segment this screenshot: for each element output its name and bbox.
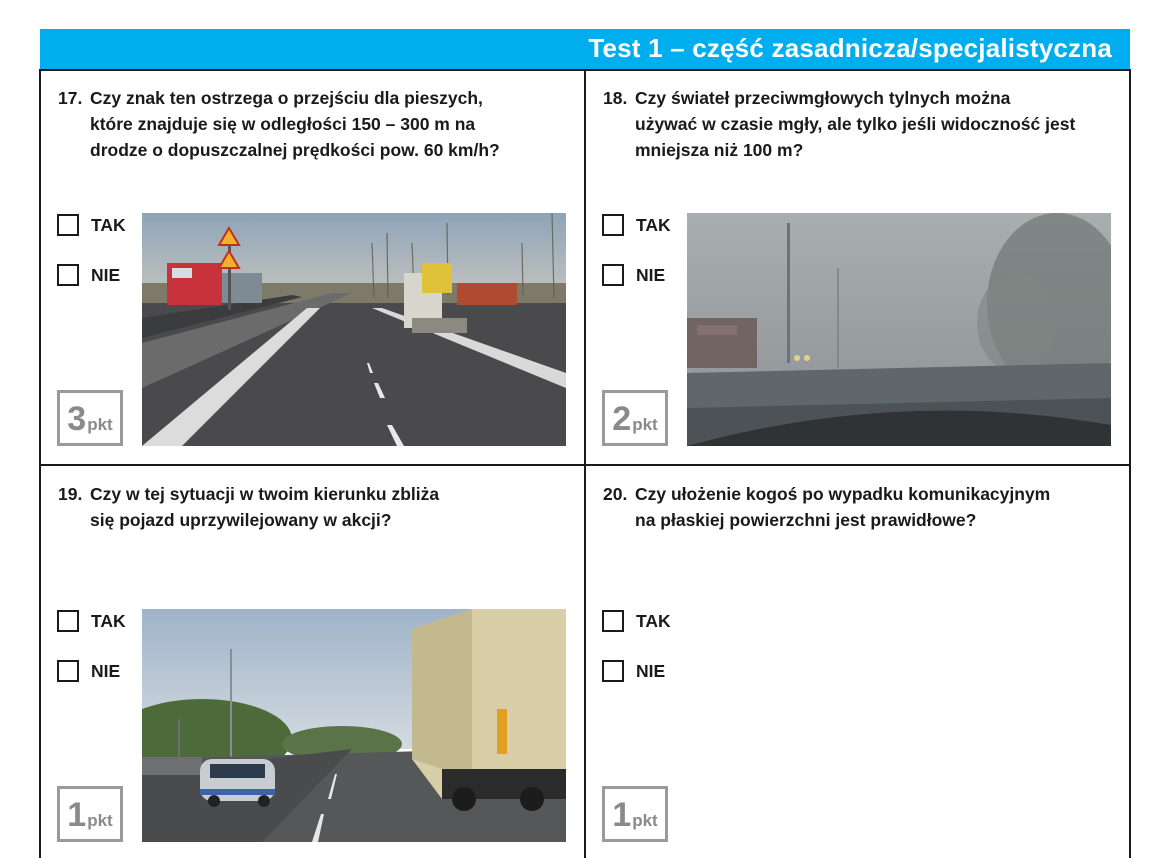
checkbox-yes[interactable] [57, 214, 79, 236]
checkbox-yes[interactable] [602, 214, 624, 236]
answer-yes-18[interactable] [602, 214, 671, 236]
option-label-yes: TAK [636, 214, 671, 235]
question-number: 18. [603, 88, 628, 108]
header-bar [40, 29, 1130, 69]
points-value: 3 [67, 400, 87, 438]
checkbox-no[interactable] [602, 264, 624, 286]
checkbox-no[interactable] [602, 660, 624, 682]
question-number: 19. [58, 484, 83, 504]
question-number: 17. [58, 88, 83, 108]
checkbox-no[interactable] [57, 660, 79, 682]
answer-no-18[interactable] [602, 264, 665, 286]
answer-no-19[interactable] [57, 660, 120, 682]
question-text: Czy w tej sytuacji w twoim kierunku zbliża się pojazd uprzywilejowany w akcji? [90, 484, 440, 530]
points-value: 1 [612, 796, 632, 834]
points-unit: pkt [87, 415, 113, 434]
checkbox-yes[interactable] [57, 610, 79, 632]
checkbox-yes[interactable] [602, 610, 624, 632]
option-label-yes: TAK [91, 610, 126, 631]
foggy-road-photo [687, 213, 1111, 446]
points-value: 2 [612, 400, 632, 438]
points-unit: pkt [87, 811, 113, 830]
answer-yes-19[interactable] [57, 610, 126, 632]
option-label-no: NIE [91, 660, 121, 681]
answer-no-17[interactable] [57, 264, 120, 286]
question-text: Czy świateł przeciwmgłowych tylnych można używać w czasie mgły, ale tylko jeśli widoczność jest mniejsza niż 100 m? [635, 88, 1076, 160]
page-title: Test 1 – część zasadnicza/specjalistyczna [588, 33, 1112, 63]
option-label-yes: TAK [636, 610, 671, 631]
option-label-yes: TAK [91, 214, 126, 235]
option-label-no: NIE [636, 264, 666, 285]
points-badge-17 [57, 390, 123, 446]
points-badge-20 [602, 786, 668, 842]
question-19 [58, 481, 578, 541]
points-unit: pkt [632, 415, 658, 434]
grid-line-horizontal [40, 464, 1131, 466]
points-value: 1 [67, 796, 87, 834]
answer-yes-20[interactable] [602, 610, 671, 632]
option-label-no: NIE [91, 264, 121, 285]
police-car-and-truck-photo [142, 609, 566, 842]
question-text: Czy ułożenie kogoś po wypadku komunikacyjnym na płaskiej powierzchni jest prawidłowe? [635, 484, 1051, 530]
road-with-warning-sign-photo [142, 213, 566, 446]
question-number: 20. [603, 484, 628, 504]
question-20 [603, 481, 1123, 541]
option-label-no: NIE [636, 660, 666, 681]
question-text: Czy znak ten ostrzega o przejściu dla pieszych, które znajduje się w odległości 150 – 300 m na drodze o dopuszczalnej prędkości pow. 60 km/h? [90, 88, 500, 160]
checkbox-no[interactable] [57, 264, 79, 286]
question-17 [58, 85, 578, 165]
answer-no-20[interactable] [602, 660, 665, 682]
answer-yes-17[interactable] [57, 214, 126, 236]
points-badge-19 [57, 786, 123, 842]
question-18 [603, 85, 1123, 165]
points-unit: pkt [632, 811, 658, 830]
points-badge-18 [602, 390, 668, 446]
